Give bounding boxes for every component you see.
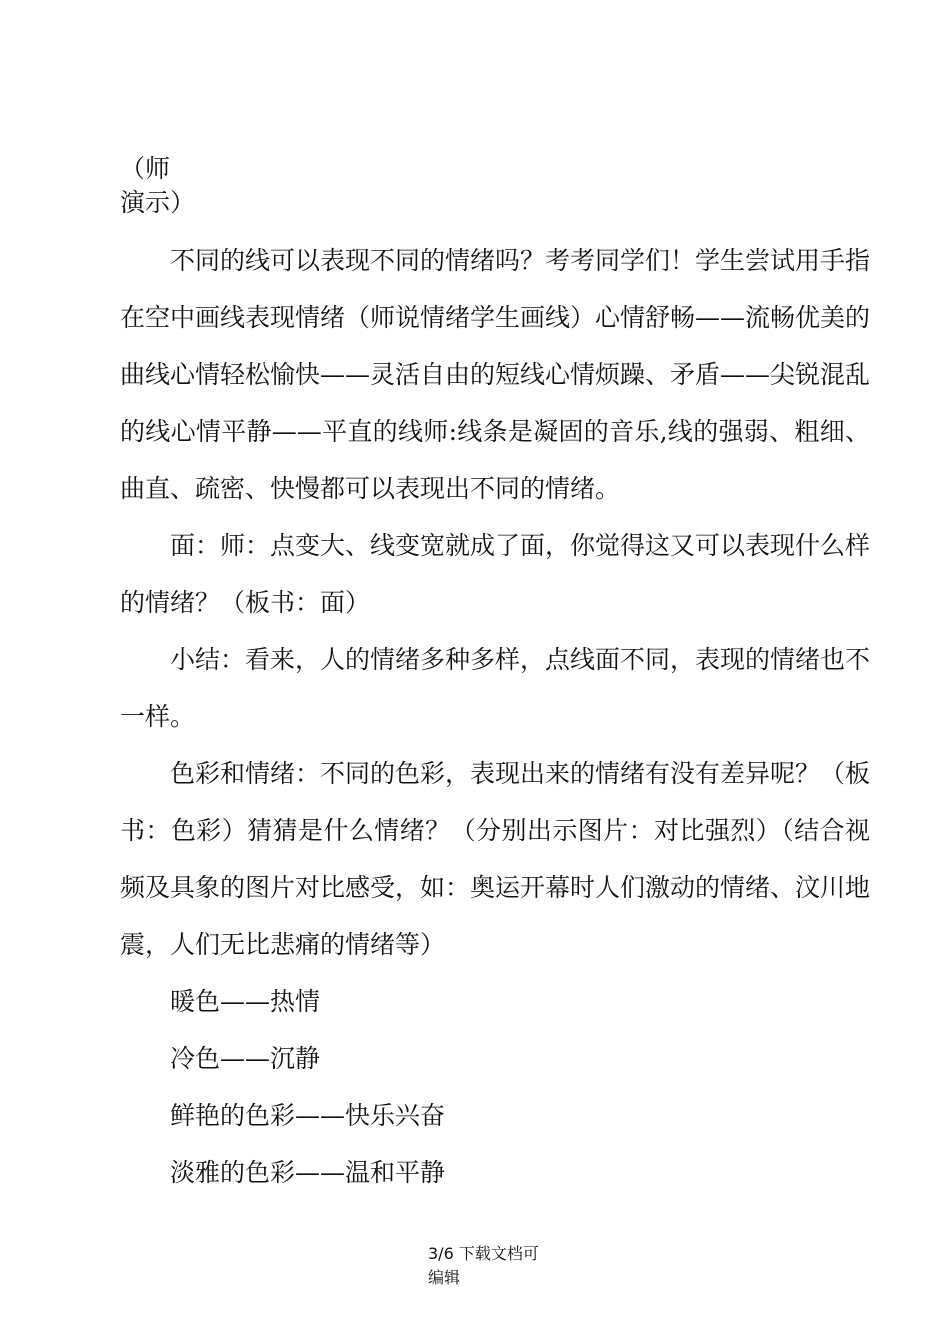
- page-footer: [428, 1242, 539, 1290]
- color-item-elegant: 淡雅的色彩——温和平静: [170, 1158, 446, 1187]
- color-item-warm: 暖色——热情: [170, 987, 321, 1016]
- paragraph-surface: 面：师：点变大、线变宽就成了面，你觉得这又可以表现什么样的情绪？（板书：面）: [120, 531, 871, 617]
- heading-line-2: 演示）: [120, 188, 196, 217]
- paragraph-summary: 小结：看来，人的情绪多种多样，点线面不同，表现的情绪也不一样。: [120, 645, 871, 731]
- footer-line-2: 编辑: [428, 1268, 461, 1287]
- footer-line-1: 3/6 下载文档可: [428, 1244, 539, 1263]
- body-text: [120, 232, 870, 1201]
- section-heading: [120, 152, 195, 220]
- color-item-bright: 鲜艳的色彩——快乐兴奋: [170, 1101, 446, 1130]
- paragraph-lines-emotion: 不同的线可以表现不同的情绪吗？考考同学们！学生尝试用手指在空中画线表现情绪（师说情绪学生画线）心情舒畅——流畅优美的曲线心情轻松愉快——灵活自由的短线心情烦躁、矛盾——尖锐混乱的线心情平静——平直的线师:线条是凝固的音乐,线的强弱、粗细、曲直、疏密、快慢都可以表现出不同的情绪。: [120, 246, 871, 503]
- color-item-cool: 冷色——沉静: [170, 1044, 321, 1073]
- heading-line-1: （师: [120, 154, 171, 183]
- paragraph-color-emotion: 色彩和情绪：不同的色彩，表现出来的情绪有没有差异呢？（板书：色彩）猜猜是什么情绪？（分别出示图片：对比强烈）（结合视频及具象的图片对比感受，如：奥运开幕时人们激动的情绪、汶川地震，人们无比悲痛的情绪等）: [120, 759, 871, 959]
